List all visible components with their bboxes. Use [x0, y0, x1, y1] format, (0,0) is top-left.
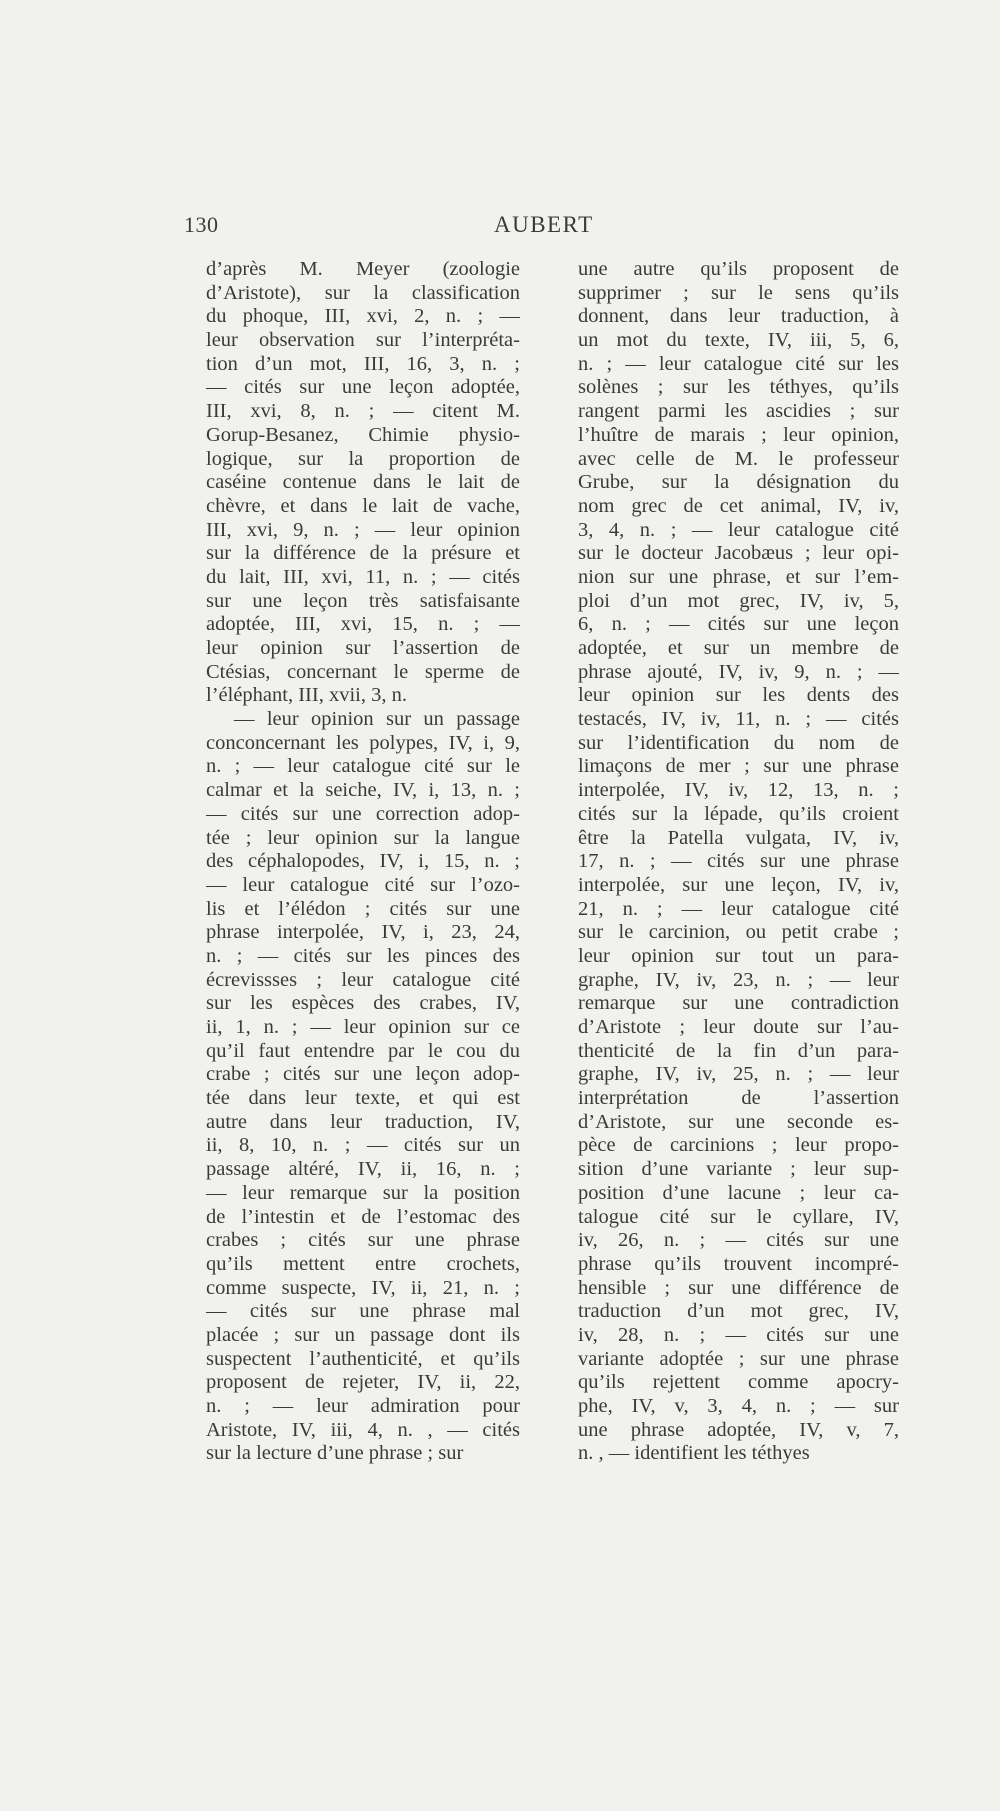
text-line: adoptée, et sur un membre de — [578, 637, 899, 659]
text-line: supprimer ; sur le sens qu’ils — [578, 281, 899, 304]
running-head: AUBERT — [494, 212, 594, 237]
page-header — [184, 206, 595, 246]
text-line: Grube, sur la désignation du — [578, 471, 899, 494]
text-line: des céphalopodes, IV, i, 15, n. ; — [206, 850, 520, 873]
text-line: écrevissses ; leur catalogue cité — [206, 968, 520, 991]
text-line: n. ; — leur catalogue cité sur le — [206, 755, 520, 778]
text-line: — cités sur une phrase mal — [206, 1300, 520, 1323]
text-line: de l’intestin et de l’estomac des — [206, 1205, 520, 1228]
text-line: Gorup-Besanez, Chimie physio- — [206, 423, 520, 446]
text-line: n. ; — leur admiration pour — [206, 1395, 520, 1417]
text-line: — leur catalogue cité sur l’ozo- — [206, 873, 520, 896]
right-column — [578, 258, 899, 1466]
text-line: — cités sur une leçon adoptée, — [206, 376, 520, 399]
text-line: sur une leçon très satisfaisante — [206, 589, 520, 612]
text-line: phrase interpolée, IV, i, 23, 24, — [206, 921, 520, 944]
left-column — [206, 258, 520, 1466]
text-line: leur opinion sur l’assertion de — [206, 637, 520, 659]
text-line: — leur opinion sur un passage — [234, 708, 520, 731]
text-line: Ctésias, concernant le sperme de — [206, 660, 520, 683]
text-line: chèvre, et dans le lait de vache, — [206, 494, 520, 517]
text-line: Aristote, IV, iii, 4, n. , — cités — [206, 1418, 520, 1441]
text-line: rangent parmi les ascidies ; sur — [578, 400, 899, 423]
text-line: iv, 26, n. ; — cités sur une — [578, 1229, 899, 1252]
page-number: 130 — [184, 212, 219, 237]
text-line: n. , — identifient les téthyes — [578, 1442, 810, 1465]
text-line: placée ; sur un passage dont ils — [206, 1323, 520, 1346]
text-line: variante adoptée ; sur une phrase — [578, 1347, 899, 1370]
text-line: graphe, IV, iv, 25, n. ; — leur — [578, 1063, 899, 1086]
text-line: interpolée, sur une leçon, IV, iv, — [578, 873, 899, 896]
text-line: graphe, IV, iv, 23, n. ; — leur — [578, 968, 899, 991]
text-line: talogue cité sur le cyllare, IV, — [578, 1205, 899, 1228]
text-line: qu’ils rejettent comme apocry- — [578, 1371, 899, 1394]
text-line: limaçons de mer ; sur une phrase — [578, 755, 899, 778]
text-line: position d’une lacune ; leur ca- — [578, 1181, 899, 1204]
text-line: du lait, III, xvi, 11, n. ; — cités — [206, 565, 520, 588]
text-line: interprétation de l’assertion — [578, 1087, 899, 1110]
text-line: calmar et la seiche, IV, i, 13, n. ; — [206, 779, 520, 802]
text-line: conconcernant les polypes, IV, i, 9, — [206, 731, 520, 754]
text-line: leur opinion sur les dents des — [578, 684, 899, 707]
text-line: comme suspecte, IV, ii, 21, n. ; — [206, 1276, 520, 1299]
text-line: phrase ajouté, IV, iv, 9, n. ; — — [578, 660, 899, 683]
text-line: ii, 1, n. ; — leur opinion sur ce — [206, 1016, 520, 1038]
text-line: d’Aristote ; leur doute sur l’au- — [578, 1016, 899, 1038]
text-line: d’Aristote, sur une seconde es- — [578, 1110, 899, 1133]
text-line: sur le docteur Jacobæus ; leur opi- — [578, 542, 899, 565]
text-line: caséine contenue dans le lait de — [206, 471, 520, 494]
text-line: — leur remarque sur la position — [206, 1181, 520, 1204]
text-line: cités sur la lépade, qu’ils croient — [578, 802, 899, 825]
text-line: être la Patella vulgata, IV, iv, — [578, 826, 899, 849]
text-line: n. ; — cités sur les pinces des — [206, 944, 520, 967]
text-line: traduction d’un mot grec, IV, — [578, 1300, 899, 1323]
text-line: sur le carcinion, ou petit crabe ; — [578, 921, 899, 944]
text-line: l’éléphant, III, xvii, 3, n. — [206, 684, 407, 707]
text-line: sur la lecture d’une phrase ; sur — [206, 1442, 464, 1465]
text-line: passage altéré, IV, ii, 16, n. ; — [206, 1158, 520, 1181]
text-line: III, xvi, 8, n. ; — citent M. — [206, 400, 520, 423]
text-line: lis et l’élédon ; cités sur une — [206, 897, 520, 920]
text-line: qu’ils mettent entre crochets, — [206, 1252, 520, 1275]
text-line: iv, 28, n. ; — cités sur une — [578, 1323, 899, 1346]
text-line: d’après M. Meyer (zoologie — [206, 258, 520, 280]
text-line: un mot du texte, IV, iii, 5, 6, — [578, 329, 899, 352]
text-line: leur opinion sur tout un para- — [578, 944, 899, 967]
text-line: une phrase adoptée, IV, v, 7, — [578, 1418, 899, 1441]
text-line: 21, n. ; — leur catalogue cité — [578, 897, 899, 920]
text-line: d’Aristote), sur la classification — [206, 281, 520, 304]
text-line: adoptée, III, xvi, 15, n. ; — — [206, 613, 520, 636]
text-line: III, xvi, 9, n. ; — leur opinion — [206, 518, 520, 541]
text-line: 6, n. ; — cités sur une leçon — [578, 613, 899, 636]
text-line: une autre qu’ils proposent de — [578, 258, 899, 280]
text-line: logique, sur la proportion de — [206, 447, 520, 470]
text-line: crabe ; cités sur une leçon adop- — [206, 1063, 520, 1086]
text-line: sur la différence de la présure et — [206, 542, 520, 565]
text-line: tion d’un mot, III, 16, 3, n. ; — [206, 352, 520, 375]
text-line: pèce de carcinions ; leur propo- — [578, 1134, 899, 1157]
text-line: 17, n. ; — cités sur une phrase — [578, 850, 899, 873]
text-line: autre dans leur traduction, IV, — [206, 1110, 520, 1133]
text-line: ii, 8, 10, n. ; — cités sur un — [206, 1134, 520, 1157]
text-line: ploi d’un mot grec, IV, iv, 5, — [578, 589, 899, 612]
text-line: avec celle de M. le professeur — [578, 447, 899, 470]
text-line: crabes ; cités sur une phrase — [206, 1229, 520, 1252]
text-line: sition d’une variante ; leur sup- — [578, 1158, 899, 1181]
text-line: phe, IV, v, 3, 4, n. ; — sur — [578, 1395, 899, 1417]
text-line: nom grec de cet animal, IV, iv, — [578, 494, 899, 517]
text-line: donnent, dans leur traduction, à — [578, 305, 899, 328]
text-line: tée ; leur opinion sur la langue — [206, 826, 520, 849]
text-line: suspectent l’authenticité, et qu’ils — [206, 1347, 520, 1370]
text-line: thenticité de la fin d’un para- — [578, 1039, 899, 1062]
text-line: remarque sur une contradiction — [578, 992, 899, 1015]
text-line: solènes ; sur les téthyes, qu’ils — [578, 376, 899, 399]
text-line: qu’il faut entendre par le cou du — [206, 1039, 520, 1062]
text-line: sur les espèces des crabes, IV, — [206, 992, 520, 1015]
text-line: hensible ; sur une différence de — [578, 1276, 899, 1299]
text-line: l’huître de marais ; leur opinion, — [578, 423, 899, 446]
text-line: 3, 4, n. ; — leur catalogue cité — [578, 518, 899, 541]
text-line: nion sur une phrase, et sur l’em- — [578, 565, 899, 588]
text-line: phrase qu’ils trouvent incompré- — [578, 1252, 899, 1275]
text-line: du phoque, III, xvi, 2, n. ; — — [206, 305, 520, 328]
text-line: sur l’identification du nom de — [578, 731, 899, 754]
text-line: — cités sur une correction adop- — [206, 802, 520, 825]
text-line: leur observation sur l’interpréta- — [206, 329, 520, 352]
text-line: interpolée, IV, iv, 12, 13, n. ; — [578, 779, 899, 802]
text-line: tée dans leur texte, et qui est — [206, 1087, 520, 1110]
text-line: proposent de rejeter, IV, ii, 22, — [206, 1371, 520, 1394]
text-line: n. ; — leur catalogue cité sur les — [578, 352, 899, 375]
text-line: testacés, IV, iv, 11, n. ; — cités — [578, 708, 899, 731]
